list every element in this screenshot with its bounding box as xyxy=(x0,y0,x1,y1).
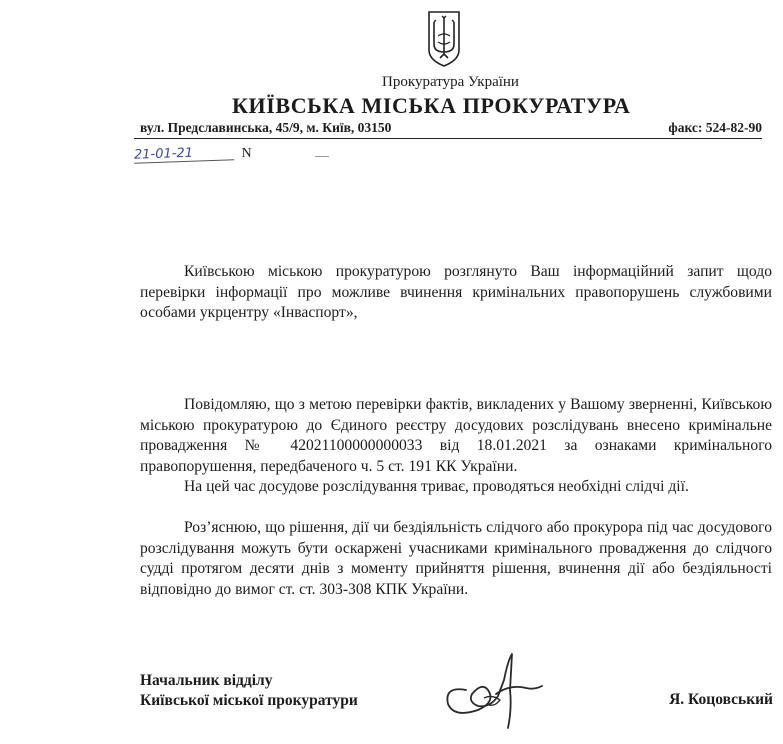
number-blank xyxy=(315,156,329,157)
handwritten-signature-icon xyxy=(438,650,548,736)
fax-number: факс: 524-82-90 xyxy=(668,120,762,135)
paragraph-appeal-rights: Роз’яснюю, що рішення, дії чи бездіяльність слідчого або прокурора під час досудового розслідування можуть бути оскаржені учасниками кримінального провадження до слідчого судді протягом десяти днів з моменту прийняття рішення, вчинення дії або бездіяльності відповідно до вимог ст. ст. 303-308 КПК України. xyxy=(140,519,772,598)
paragraph-request: Київською міською прокуратурою розглянуто Ваш інформаційний запит щодо перевірки інформації про можливе вчинення кримінальних правопорушень службовими особами укрцентру «Інваспорт», xyxy=(140,263,772,322)
office-address: вул. Предславинська, 45/9, м. Київ, 03150 xyxy=(140,120,392,135)
ministry-name: Прокуратура України xyxy=(382,74,519,90)
handwritten-date: 21-01-21 xyxy=(134,144,234,163)
date-line xyxy=(134,146,329,162)
address-row xyxy=(140,120,762,136)
paragraph-status: На цей час досудове розслідування триває, проводяться необхідні слідчі дії. xyxy=(184,478,689,495)
header-divider xyxy=(134,138,762,139)
number-label: N xyxy=(241,146,252,161)
coat-of-arms-icon xyxy=(427,10,461,68)
signatory-title xyxy=(140,671,358,711)
paragraph-registration: Повідомляю, що з метою перевірки фактів, викладених у Вашому зверненні, Київською міською прокуратурою до Єдиного реєстру досудових розслідувань внесено кримінальне провадження № 42021100000000033 від 18.01.2021 за ознаками кримінального правопорушення, передбаченого ч. 5 ст. 191 КК України. xyxy=(140,396,772,475)
signatory-name: Я. Коцовський xyxy=(669,691,773,708)
signatory-title-line-1: Начальник відділу xyxy=(140,672,273,689)
signatory-title-line-2: Київської міської прокуратури xyxy=(140,692,358,709)
office-title: КИЇВСЬКА МІСЬКА ПРОКУРАТУРА xyxy=(232,93,631,118)
